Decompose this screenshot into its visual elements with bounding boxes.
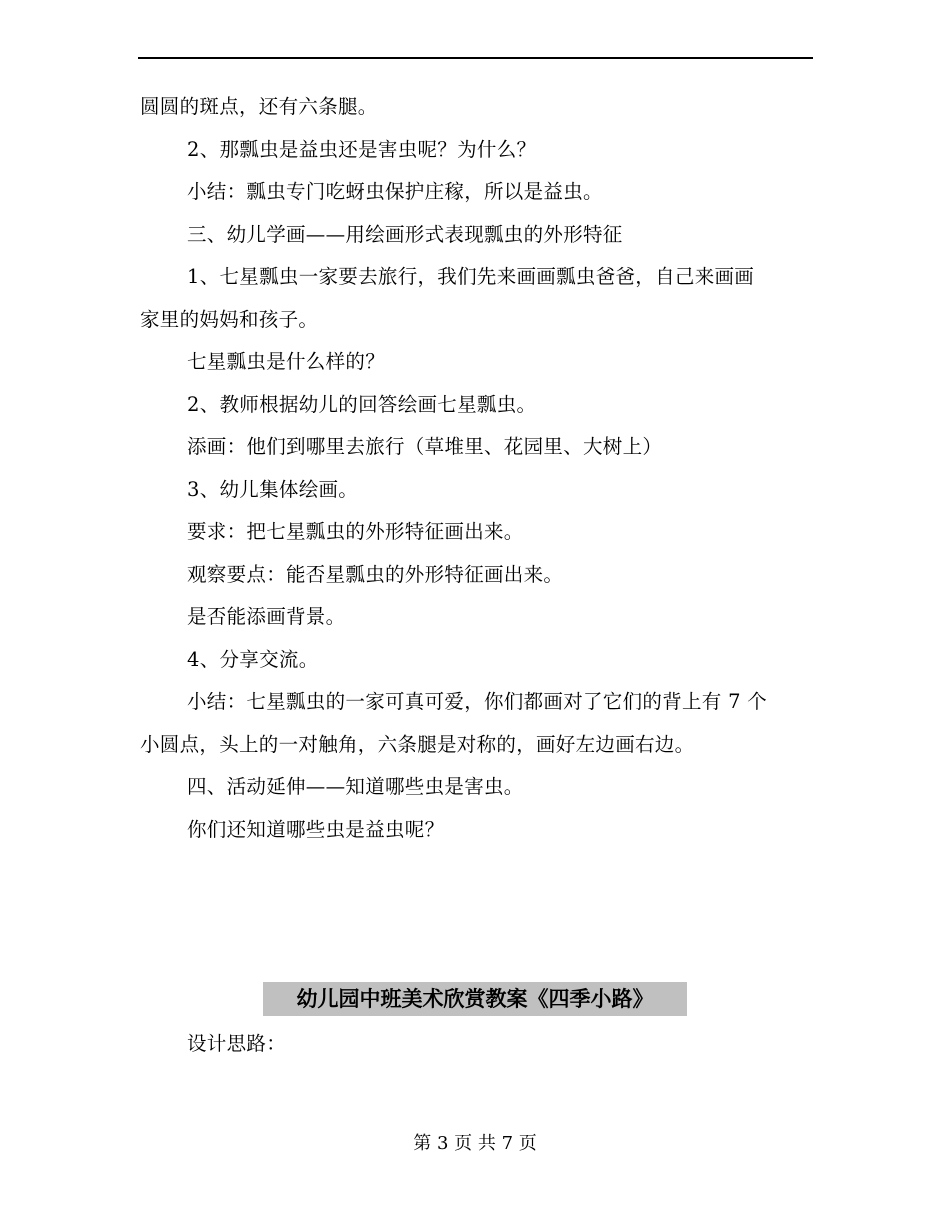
paragraph: 添画：他们到哪里去旅行（草堆里、花园里、大树上） (187, 435, 663, 458)
header-rule (138, 57, 813, 59)
paragraph: 三、幼儿学画——用绘画形式表现瓢虫的外形特征 (187, 222, 623, 246)
paragraph: 你们还知道哪些虫是益虫呢？ (187, 817, 445, 841)
paragraph (140, 681, 812, 766)
design-idea-heading: 设计思路： (187, 1032, 287, 1055)
page-number-footer: 第 3 页 共 7 页 (413, 1133, 537, 1154)
paragraph (140, 256, 812, 341)
paragraph: 四、活动延伸——知道哪些虫是害虫。 (187, 775, 524, 798)
paragraph-line: 1、七星瓢虫一家要去旅行，我们先来画画瓢虫爸爸，自己来画画 (187, 265, 755, 288)
paragraph: 3、幼儿集体绘画。 (187, 477, 359, 501)
paragraph-line-continued: 家里的妈妈和孩子。 (140, 307, 319, 331)
paragraph: 2、教师根据幼儿的回答绘画七星瓢虫。 (187, 392, 537, 416)
section-title: 幼儿园中班美术欣赏教案《四季小路》 (263, 982, 687, 1016)
document-body (140, 86, 812, 851)
paragraph: 2、那瓢虫是益虫还是害虫呢？为什么？ (187, 137, 537, 161)
paragraph: 圆圆的斑点，还有六条腿。 (140, 95, 378, 118)
paragraph-line: 小结：七星瓢虫的一家可真可爱，你们都画对了它们的背上有 7 个 (187, 690, 768, 713)
paragraph: 要求：把七星瓢虫的外形特征画出来。 (187, 520, 524, 543)
paragraph: 观察要点：能否星瓢虫的外形特征画出来。 (187, 562, 564, 586)
paragraph: 小结：瓢虫专门吃蚜虫保护庄稼，所以是益虫。 (187, 180, 603, 203)
paragraph: 七星瓢虫是什么样的？ (187, 350, 386, 373)
paragraph: 是否能添画背景。 (187, 605, 346, 628)
paragraph: 4、分享交流。 (187, 647, 319, 671)
paragraph-line-continued: 小圆点，头上的一对触角，六条腿是对称的，画好左边画右边。 (140, 732, 695, 756)
